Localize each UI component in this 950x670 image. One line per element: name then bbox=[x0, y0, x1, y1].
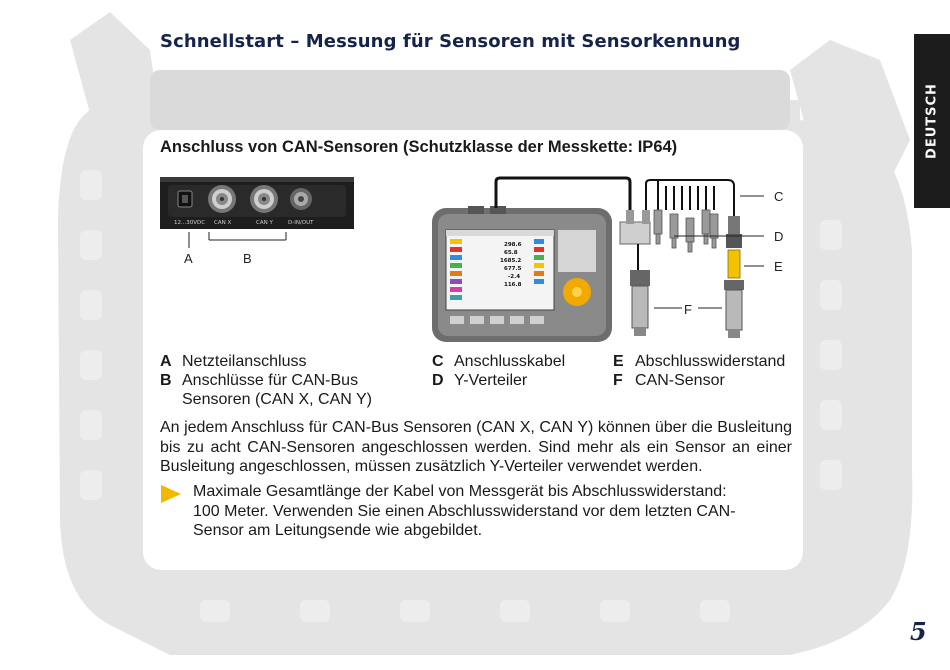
termination-resistor-icon bbox=[726, 216, 742, 278]
note-line-3: Sensor am Leitungsende wie abgebildet. bbox=[193, 522, 483, 539]
legend-text-b-continued: Sensoren (CAN X, CAN Y) bbox=[182, 391, 372, 408]
page-title: Schnellstart – Messung für Sensoren mit Sensorkennung bbox=[160, 31, 741, 52]
legend-key-e: E bbox=[613, 353, 624, 370]
note-line-1: Maximale Gesamtlänge der Kabel von Messgerät bis Abschlusswiderstand: bbox=[193, 483, 727, 500]
port-label-can-y: CAN Y bbox=[256, 220, 273, 226]
legend-text-d: Y-Verteiler bbox=[454, 372, 528, 389]
diagram-label-d: D bbox=[774, 229, 784, 244]
legend-key-b: B bbox=[160, 372, 172, 389]
power-port-icon bbox=[178, 191, 192, 207]
can-sensor-icon bbox=[630, 270, 650, 336]
legend-text-c: Anschlusskabel bbox=[454, 353, 566, 370]
legend-text-f: CAN-Sensor bbox=[635, 372, 725, 389]
legend-item-a bbox=[160, 352, 307, 371]
language-tab-label: DEUTSCH bbox=[924, 83, 940, 159]
legend-text-a: Netzteilanschluss bbox=[182, 353, 307, 370]
legend-text-e: Abschlusswiderstand bbox=[635, 353, 786, 370]
y-splitter-icon bbox=[620, 210, 650, 244]
can-x-port-icon bbox=[208, 185, 236, 213]
legend-key-a: A bbox=[160, 353, 172, 370]
diagram-label-c: C bbox=[774, 189, 784, 204]
section-title: Anschluss von CAN-Sensoren (Schutzklasse der Messkette: IP64) bbox=[160, 138, 678, 156]
measurement-device-icon bbox=[432, 206, 612, 342]
legend-key-f: F bbox=[613, 372, 623, 389]
screen-value-1: 298.6 bbox=[504, 242, 522, 248]
legend-text-b: Anschlüsse für CAN-Bus bbox=[182, 372, 359, 389]
can-connection-diagram bbox=[428, 170, 808, 345]
port-label-dio: D-IN/OUT bbox=[288, 220, 314, 226]
note-line-2: 100 Meter. Verwenden Sie einen Abschlusswiderstand vor dem letzten CAN- bbox=[193, 502, 736, 520]
legend-key-c: C bbox=[432, 353, 444, 370]
screen-value-2: 65.8 bbox=[504, 250, 518, 256]
legend-item-c bbox=[432, 352, 565, 371]
dio-port-icon bbox=[290, 188, 312, 210]
language-tab bbox=[914, 34, 950, 208]
screen-value-3: 1685.2 bbox=[500, 258, 522, 264]
screen-value-6: 116.8 bbox=[504, 282, 522, 288]
legend-key-d: D bbox=[432, 372, 444, 389]
body-paragraph: An jedem Anschluss für CAN-Bus Sensoren (CAN X, CAN Y) können über die Busleitung bis zu acht CAN-Sensoren angeschlossen werden. Sind mehr als ein Sensor an einer Busleitung angeschlossen, müssen zusätzlich Y-Verteiler verwendet werden. bbox=[160, 419, 792, 475]
port-label-can-x: CAN X bbox=[214, 220, 232, 226]
screen-value-5: -2.4 bbox=[508, 274, 521, 280]
callout-b-label: B bbox=[243, 251, 252, 266]
port-label-power: 12...30VDC bbox=[174, 220, 206, 226]
screen-value-4: 677.5 bbox=[504, 266, 522, 272]
diagram-label-e: E bbox=[774, 259, 783, 274]
legend-item-f bbox=[613, 371, 725, 390]
diagram-label-f: F bbox=[684, 302, 692, 317]
legend-item-d bbox=[432, 371, 527, 390]
connector-panel-photo bbox=[160, 177, 354, 229]
can-sensor-icon bbox=[724, 280, 744, 338]
legend-item-e bbox=[613, 352, 785, 371]
page-number: 5 bbox=[910, 617, 927, 646]
can-y-port-icon bbox=[250, 185, 278, 213]
legend-item-b bbox=[160, 371, 358, 390]
note-text bbox=[193, 482, 753, 541]
callout-a-label: A bbox=[184, 251, 193, 266]
note-arrow-icon bbox=[161, 485, 181, 503]
